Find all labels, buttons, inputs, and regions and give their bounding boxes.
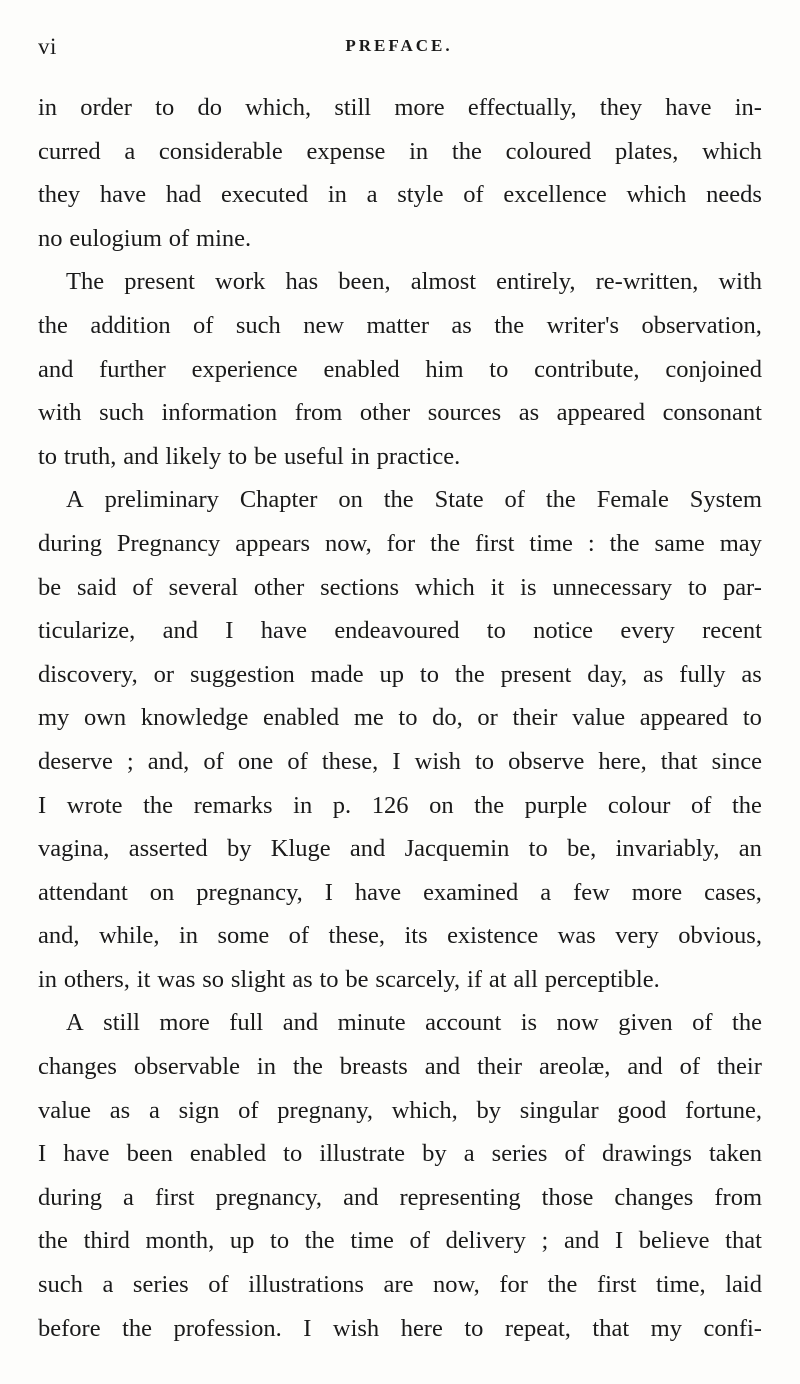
text-line: discovery, or suggestion made up to the present day, as fully as — [38, 660, 762, 688]
text-line: in order to do which, still more effectually, they have in- — [38, 94, 762, 121]
text-line: vagina, asserted by Kluge and Jacquemin to be, invariably, an — [38, 835, 762, 863]
text-line: be said of several other sections which it is unnecessary to par- — [38, 573, 762, 601]
text-line: and further experience enabled him to contribute, conjoined — [38, 355, 762, 383]
text-line: such a series of illustrations are now, for the first time, laid — [38, 1271, 762, 1299]
text-line: in others, it was so slight as to be scarcely, if at all perceptible. — [38, 965, 660, 993]
text-line: curred a considerable expense in the coloured plates, which — [38, 137, 762, 165]
text-line: with such information from other sources as appeared consonant — [38, 399, 762, 427]
text-line: changes observable in the breasts and their areolæ, and of their — [38, 1053, 762, 1081]
text-line: during a first pregnancy, and representing those changes from — [38, 1183, 762, 1211]
text-line: The present work has been, almost entirely, re-written, with — [66, 268, 762, 296]
text-line: during Pregnancy appears now, for the first time : the same may — [38, 529, 762, 557]
text-line: A preliminary Chapter on the State of the Female System — [66, 486, 762, 514]
text-line: value as a sign of pregnany, which, by singular good fortune, — [38, 1096, 762, 1124]
page-number: vi — [38, 34, 57, 59]
running-title: PREFACE. — [345, 36, 453, 55]
text-line: the third month, up to the time of delivery ; and I believe that — [38, 1227, 762, 1255]
text-line: ticularize, and I have endeavoured to notice every recent — [38, 617, 762, 645]
running-header — [38, 34, 760, 64]
text-line: my own knowledge enabled me to do, or their value appeared to — [38, 704, 762, 732]
preface-body-text — [38, 86, 762, 1350]
text-line: deserve ; and, of one of these, I wish to observe here, that since — [38, 747, 762, 775]
text-line: before the profession. I wish here to repeat, that my confi- — [38, 1314, 762, 1342]
text-line: to truth, and likely to be useful in practice. — [38, 442, 461, 470]
text-line: the addition of such new matter as the writer's observation, — [38, 311, 762, 339]
text-line: and, while, in some of these, its existence was very obvious, — [38, 922, 762, 950]
text-line: attendant on pregnancy, I have examined a few more cases, — [38, 878, 762, 906]
text-line: they have had executed in a style of excellence which needs — [38, 181, 762, 209]
text-line: no eulogium of mine. — [38, 224, 252, 252]
text-line: A still more full and minute account is now given of the — [66, 1009, 762, 1037]
text-line: I wrote the remarks in p. 126 on the purple colour of the — [38, 791, 762, 819]
text-line: I have been enabled to illustrate by a series of drawings taken — [38, 1140, 762, 1168]
